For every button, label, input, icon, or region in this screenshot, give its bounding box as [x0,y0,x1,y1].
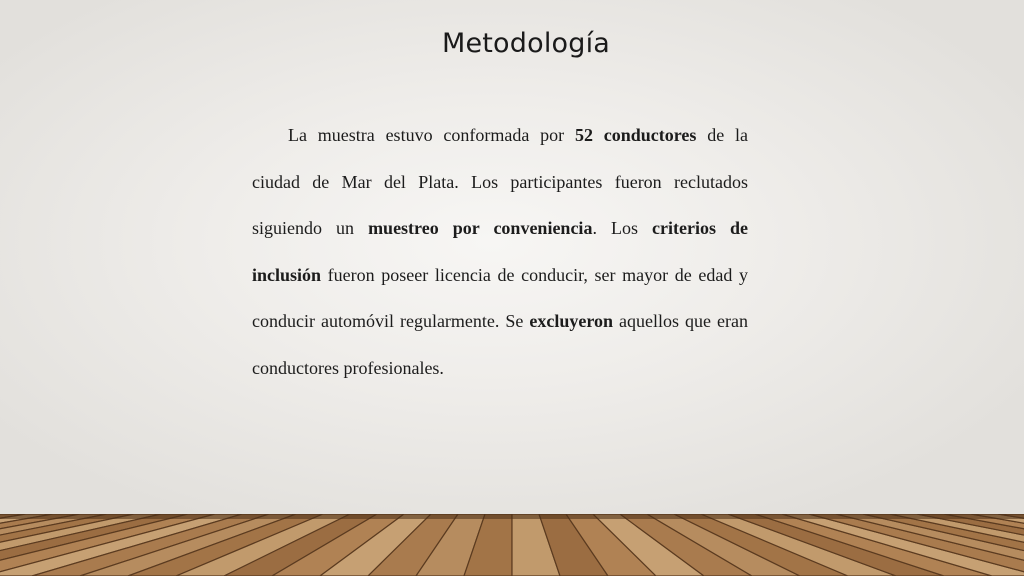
floor-shadow-edge [0,514,1024,519]
text-run: fueron poseer licencia de conducir, ser mayor de edad y conducir automóvil regularmente. Se [252,264,748,331]
text-run: de la ciudad de Mar del Plata. Los participantes fueron reclutados siguiendo un [252,125,748,238]
text-run: La muestra estuvo conformada por [288,125,575,145]
text-run: aquellos que eran conductores profesionales. [252,311,748,378]
bold-text-run: excluyeron [529,311,614,331]
wood-planks [0,514,1024,576]
slide-body-paragraph [252,112,748,391]
wood-floor-decoration [0,514,1024,576]
slide-title: Metodología [441,28,611,59]
bold-text-run: 52 conductores [574,125,697,145]
bold-text-run: criterios de inclusión [252,218,748,285]
bold-text-run: muestreo por conveniencia [368,218,593,238]
text-run: . Los [592,218,652,238]
